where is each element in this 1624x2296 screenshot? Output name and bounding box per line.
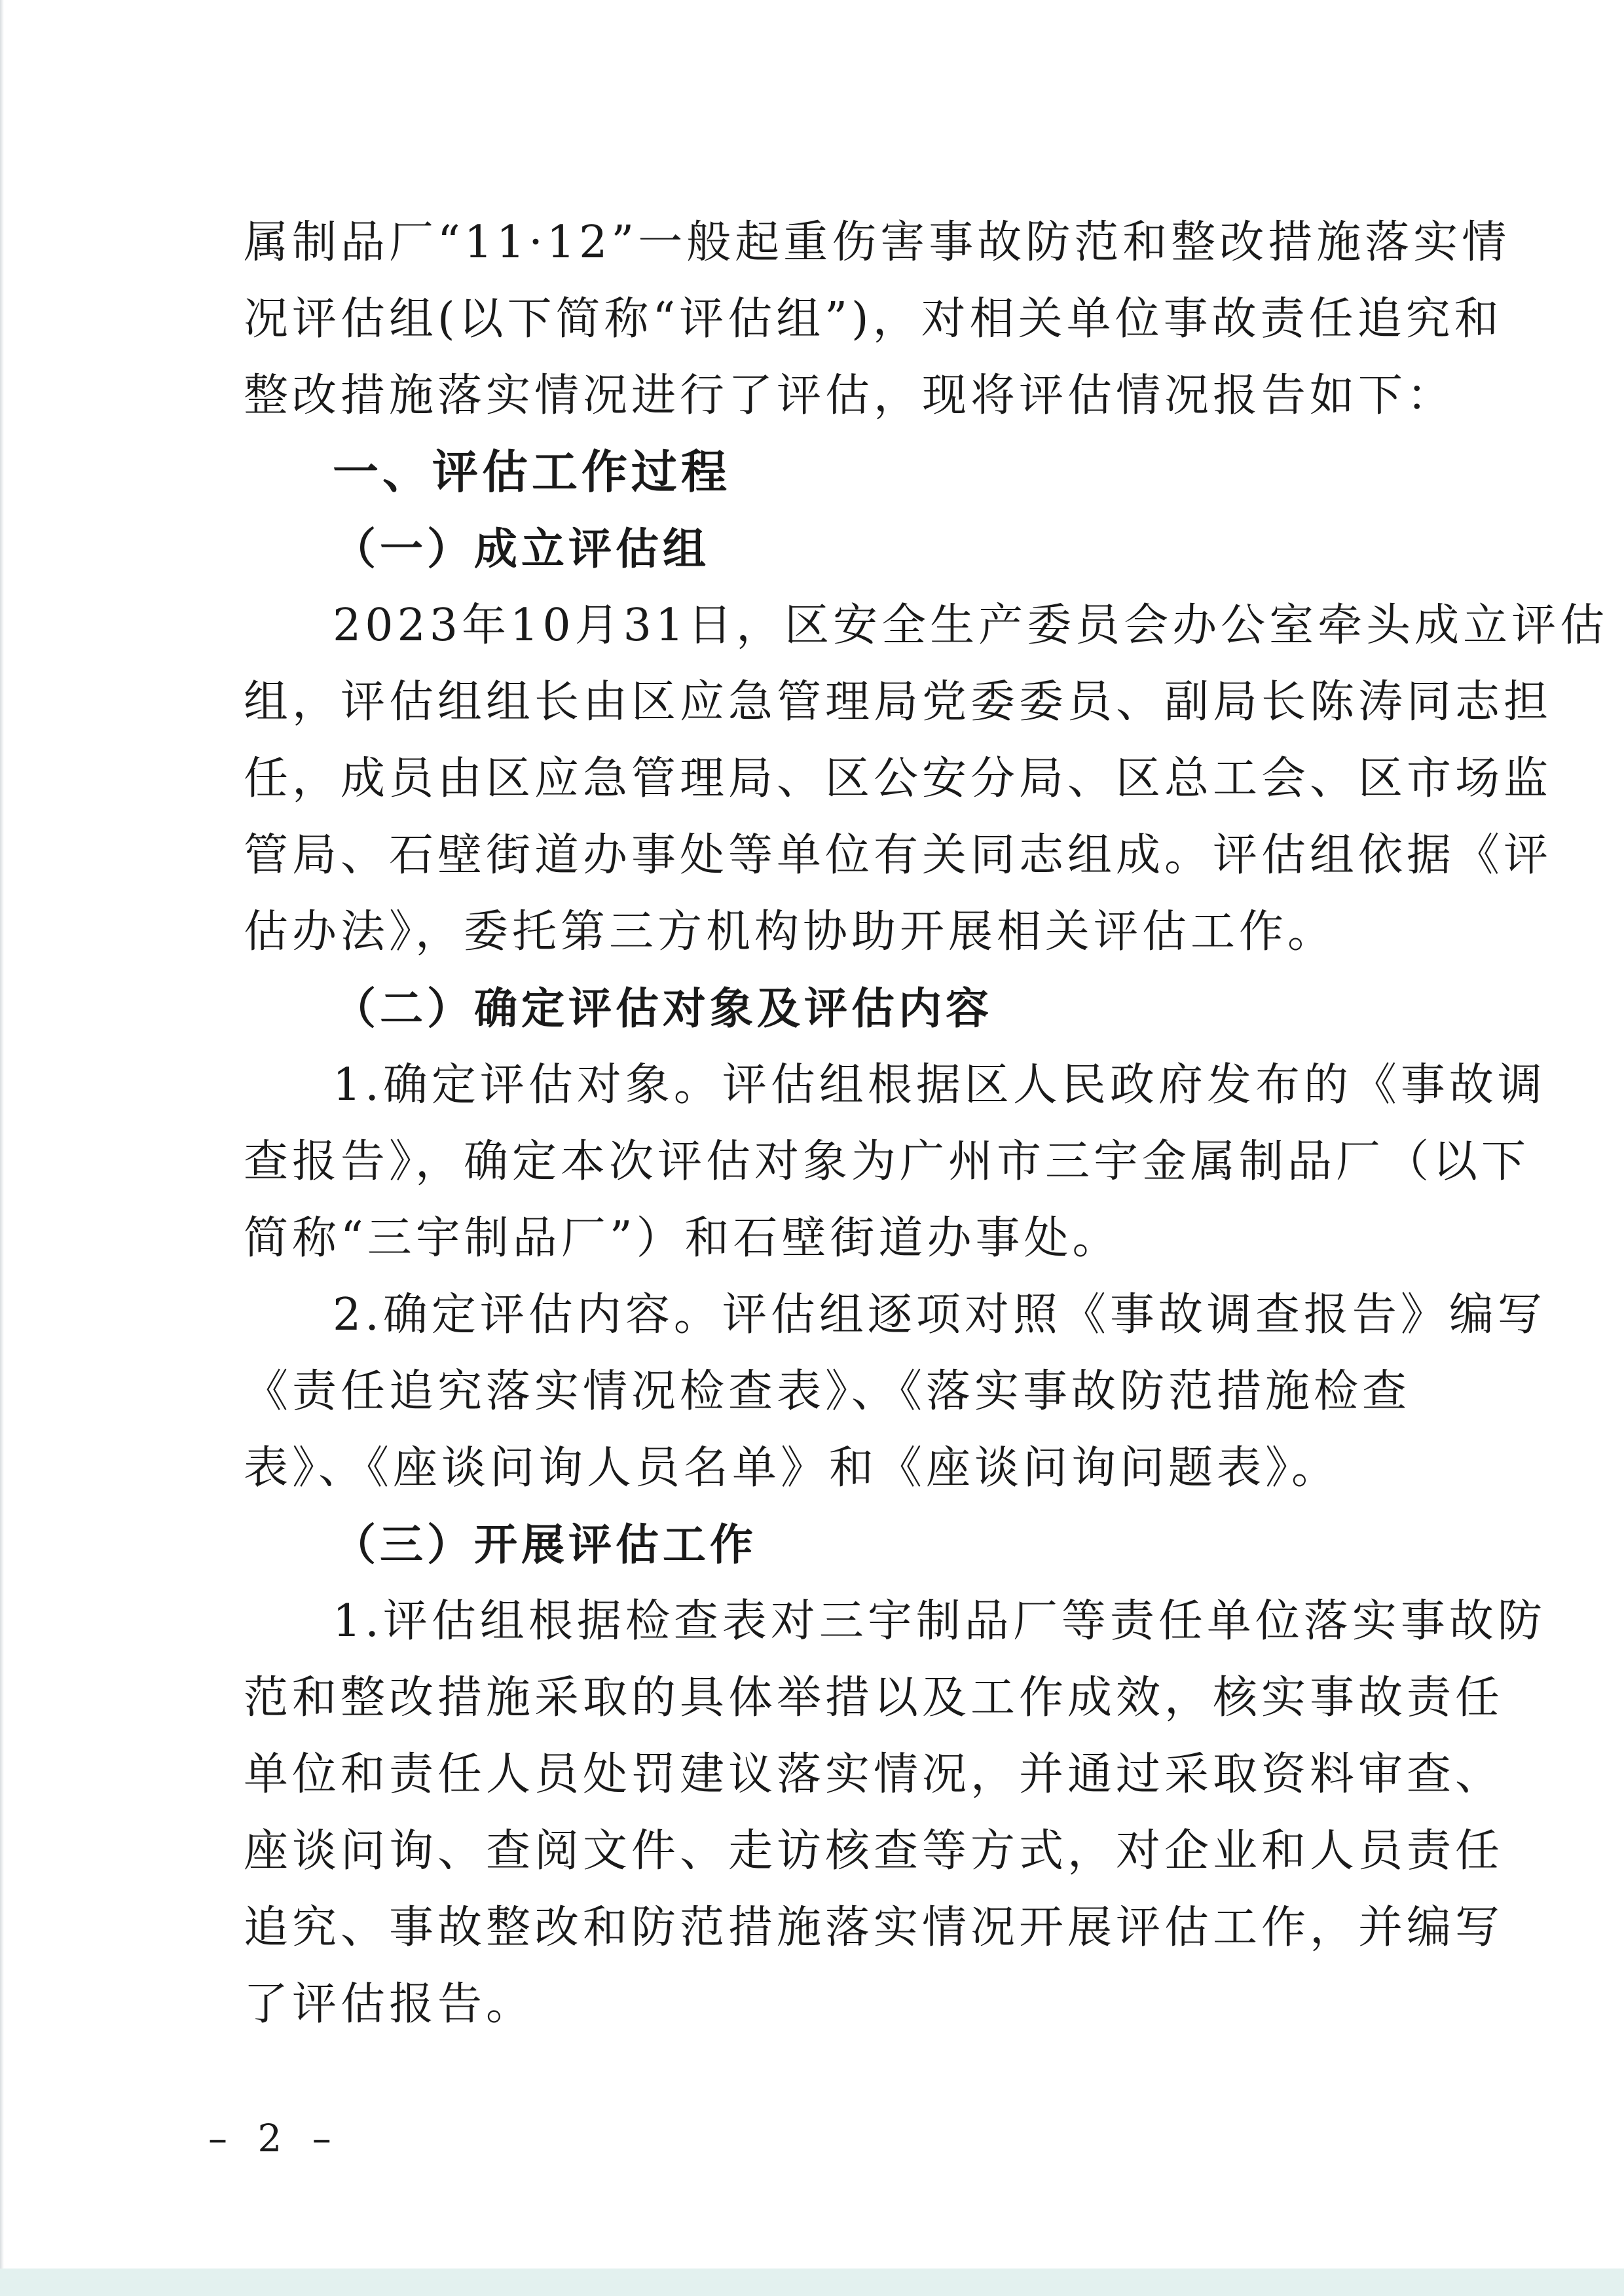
paragraph-line: 估办法》，委托第三方机构协助开展相关评估工作。 — [244, 906, 1337, 958]
subsection-heading-2: （二）确定评估对象及评估内容 — [333, 983, 993, 1034]
paragraph-line: 表》、《座谈问询人员名单》和《座谈问询问题表》。 — [244, 1442, 1340, 1494]
paragraph-line: 1.确定评估对象。评估组根据区人民政府发布的《事故调 — [333, 1059, 1546, 1111]
paragraph-line: 1.评估组根据检查表对三宇制品厂等责任单位落实事故防 — [333, 1595, 1546, 1647]
section-heading-1: 一、评估工作过程 — [333, 445, 731, 499]
paragraph-line: 况评估组(以下简称“评估组”)，对相关单位事故责任追究和 — [244, 293, 1503, 345]
document-body — [244, 204, 1609, 2043]
paragraph-line: 范和整改措施采取的具体举措以及工作成效，核实事故责任 — [244, 1672, 1504, 1724]
paragraph-line: 了评估报告。 — [244, 1978, 535, 2030]
bottom-band — [0, 2269, 1624, 2296]
paragraph-line: 《责任追究落实情况检查表》、《落实事故防范措施检查 — [244, 1366, 1411, 1417]
paragraph-line: 整改措施落实情况进行了评估，现将评估情况报告如下： — [244, 370, 1456, 422]
paragraph-line: 查报告》，确定本次评估对象为广州市三宇金属制品厂（以下 — [244, 1136, 1530, 1188]
paragraph-line: 组，评估组组长由区应急管理局党委委员、副局长陈涛同志担 — [244, 676, 1553, 728]
page-edge — [0, 0, 4, 2296]
paragraph-line: 单位和责任人员处罚建议落实情况，并通过采取资料审查、 — [244, 1749, 1504, 1800]
paragraph-line: 简称“三宇制品厂”）和石壁街道办事处。 — [244, 1212, 1121, 1264]
page-number: – 2 – — [208, 2116, 341, 2160]
paragraph-line: 2.确定评估内容。评估组逐项对照《事故调查报告》编写 — [333, 1289, 1546, 1341]
paragraph-line: 2023年10月31日，区安全生产委员会办公室牵头成立评估 — [333, 600, 1609, 651]
paragraph-line: 座谈问询、查阅文件、走访核查等方式，对企业和人员责任 — [244, 1825, 1504, 1877]
subsection-heading-3: （三）开展评估工作 — [333, 1519, 757, 1570]
subsection-heading-1: （一）成立评估组 — [333, 523, 710, 574]
paragraph-line: 属制品厂“11·12”一般起重伤害事故防范和整改措施落实情 — [244, 217, 1511, 268]
paragraph-line: 管局、石壁街道办事处等单位有关同志组成。评估组依据《评 — [244, 829, 1553, 881]
paragraph-line: 任，成员由区应急管理局、区公安分局、区总工会、区市场监 — [244, 753, 1553, 805]
paragraph-line: 追究、事故整改和防范措施落实情况开展评估工作，并编写 — [244, 1902, 1504, 1954]
